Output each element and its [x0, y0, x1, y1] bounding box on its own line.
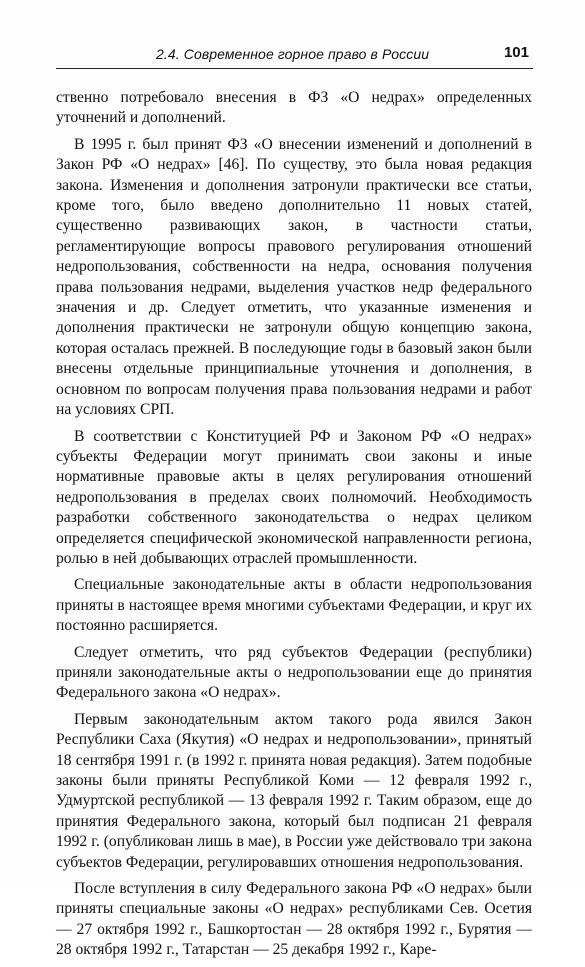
paragraph-special-acts: Специальные законодательные акты в области недропользования приняты в настоящее время многими субъектами Федерации, и круг их постоянно расширяется. — [56, 576, 532, 635]
page-number: 101 — [503, 44, 529, 61]
paragraph-after-law: После вступления в силу Федерального закона РФ «О недрах» были приняты специальные законы «О недрах» республиками Сев. Осетия — 27 октября 1992 г., Башкортостан — 28 октября 1992 г., Бурятия — 28 октября 1992 г., Татарстан — 25 декабря 1992 г., Каре- — [56, 880, 532, 959]
paragraph-continued: ственно потребовало внесения в ФЗ «О недрах» определенных уточнений и дополнений. — [56, 89, 532, 127]
body-text — [56, 88, 532, 967]
paragraph-1995-amendments: В 1995 г. был принят ФЗ «О внесении изменений и дополнений в Закон РФ «О недрах» [46]. По существу, это была новая редакция закона. Изменения и дополнения затронули практически все статьи, кроме того, было введено дополнительно 11 новых статей, существенно развивающих закон, в частности статьи, регламентирующие вопросы правового регулирования отношений недропользования, собственности на недра, основания получения права пользования недрами, выделения участков недр федерального значения и др. Следует отметить, что указанные изменения и дополнения практически не затронули общую концепцию закона, которая осталась прежней. В последующие годы в базовый закон были внесены отдельные принципиальные уточнения и дополнения, в основном по вопросам получения права пользования недрами и работ на условиях СРП. — [56, 135, 532, 419]
running-header — [56, 42, 533, 69]
paragraph-federation-subjects: В соответствии с Конституцией РФ и Законом РФ «О недрах» субъекты Федерации могут принимать свои законы и иные нормативные правовые акты в целях регулирования отношений недропользования в пределах своих полномочий. Необходимость разработки собственного законодательства о недрах целиком определяется специфической экономической направленности региона, ролью в ней добывающих отраслей промышленности. — [56, 427, 532, 567]
paragraph-republics: Следует отметить, что ряд субъектов Федерации (республики) приняли законодательные акты о недропользовании еще до принятия Федерального закона «О недрах». — [56, 643, 532, 702]
paragraph-first-act: Первым законодательным актом такого рода явился Закон Республики Саха (Якутия) «О недрах и недропользовании», принятый 18 сентября 1991 г. (в 1992 г. принята новая редакция). Затем подобные законы были приняты Республикой Коми — 12 февраля 1992 г., Удмуртской республикой — 13 февраля 1992 г. Таким образом, еще до принятия Федерального закона, который был подписан 21 февраля 1992 г. (опубликован лишь в мае), в России уже действовало три закона субъектов Федерации, регулировавших отношения недропользования. — [56, 710, 532, 871]
section-title: 2.4. Современное горное право в России — [156, 46, 430, 62]
